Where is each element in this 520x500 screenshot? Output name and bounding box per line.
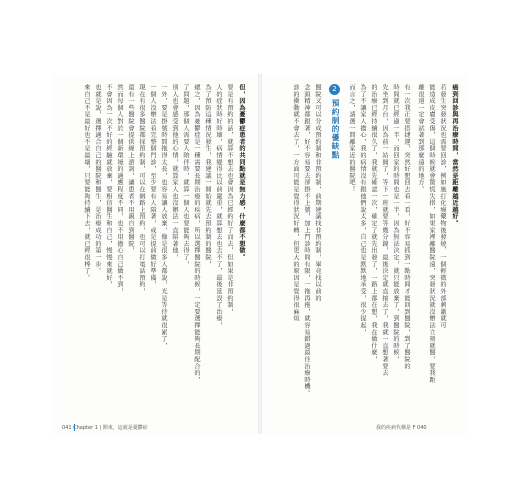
- left-text-column: 一個人沒辦法看完整個門診，至少要有人陪著，或是提前做好準備，: [149, 84, 156, 288]
- right-folio: 我的疾病代稱是 F 040: [376, 425, 427, 431]
- right-text-column: 醫院又可以分成預約制和非預約制，前期建議找非預約制，畢竟找以前的: [314, 84, 321, 302]
- left-text-column: 為了預防這種情況發生，我建議一開始就先去預約制的醫院，: [204, 84, 211, 268]
- section-number-badge: 2: [329, 84, 340, 95]
- left-text-column: 不會因為一次不好的經驗就放棄，要相信醫生和自己，慢慢來就好，: [105, 84, 112, 288]
- left-text-column: 了問題，那個人需要人陪伴時，就算一個人也要能夠去得了，: [182, 84, 189, 268]
- left-text-column: 然而每個人對於一個新環境的適應程度不同，也不用擔心自己做不到，: [116, 84, 123, 295]
- folio-divider: [74, 424, 75, 431]
- left-text-column: 總之，因為憂鬱症是一種需要長期治療的疾病，所以選擇醫院的時候，一定要選擇能夠長期配合的，: [193, 84, 200, 384]
- left-folio: 041 Chapter 1 | 開來，這就是憂鬱症: [62, 425, 148, 431]
- left-lead-column: 但，因為憂鬱症患者的共同點就是無力感，什麼都不想做。: [238, 84, 245, 261]
- right-text-column: 的治療已經持續很久了，我就先確認一次，確定了就先出發了，一路上都在想，我在做什麼，: [370, 84, 377, 363]
- right-text-column: 時間就已經過一半，而回家的時間也是一半，因為無法決定，就只能放棄了，到醫院的時候，: [392, 84, 399, 363]
- right-text-column: 離很遠一定會試著到那麼遠的地方。: [417, 84, 424, 193]
- right-text-column: 診的衝動就不會去了，一方面可能是覺得狀況好轉，但更大的原因是覺得很麻煩: [292, 84, 299, 322]
- left-text-column: 別人也會感受到他的心情，就算家人也沒辦法一直陪著他，: [171, 84, 178, 261]
- right-lead-column: 癌到回診與再治療時間，當然是距離越近越好。: [451, 84, 458, 227]
- right-text-column: 而言之，請選一間離家近的醫院吧！: [348, 84, 355, 193]
- left-text-column: 來自己不是最好也不是最壞，只要能夠持續下去，就已經很棒了。: [83, 84, 90, 282]
- right-text-column: 若發生突發狀況也需要回診，例如施打化療藥物後發燒、一個輕微的外部刺激就可: [439, 84, 446, 329]
- right-text-column: 念頭精神都跟著，好不容易要去卻掛不上號，加上門診時間有限，一拖再拖，就容易錯過最佳治療時機。: [303, 84, 310, 397]
- left-text-column: 一外，要是掛號時間拖得太長，也容易讓人放棄，像是很多人都說，光是等待就很累了，: [160, 84, 167, 350]
- right-text-column: 有一次我正要搭捷運，突然好想回去看一看，好不容易抓到一點時間才能回到醫院，到了醫院的: [403, 84, 410, 370]
- left-text-column: 也就是說，選擇適合自己的醫院和醫生，是治療成功的第一步。: [94, 84, 101, 275]
- right-text-column: 為了不讓家人擔心，我的病情沒有跟他們說太多，自己也是默默地承受，很少提起，: [359, 84, 366, 336]
- left-text-column: 要是有預約的話，就算不想去也會因為已經約好了而去，但如果是非預約制，: [226, 84, 233, 316]
- right-text-column: 先坐到月台，因為前一站開了，等下一班就要等幾分鐘，最後決定就直接去了，我就一直想著要去: [381, 84, 388, 377]
- section-heading: 預約制的優缺點: [331, 99, 340, 160]
- left-text-column: 人的症狀時好時壞，病情變得比以前嚴重，就算想去也去不了，最後延誤了治療，: [215, 84, 222, 329]
- right-text-column: 能造成皮膚受傷，這個時候就會驚慌失措，如果家裡離醫院遠，突發狀況就沒辦法立刻就醫，要我距: [428, 84, 435, 384]
- left-text-column: 現在有很多醫院都採預約制，可以在網路上預約，也可以打電話預約，: [138, 84, 145, 295]
- left-text-column: 還有一些醫院會提供線上諮詢，讓患者不用親自到醫院，: [127, 84, 134, 254]
